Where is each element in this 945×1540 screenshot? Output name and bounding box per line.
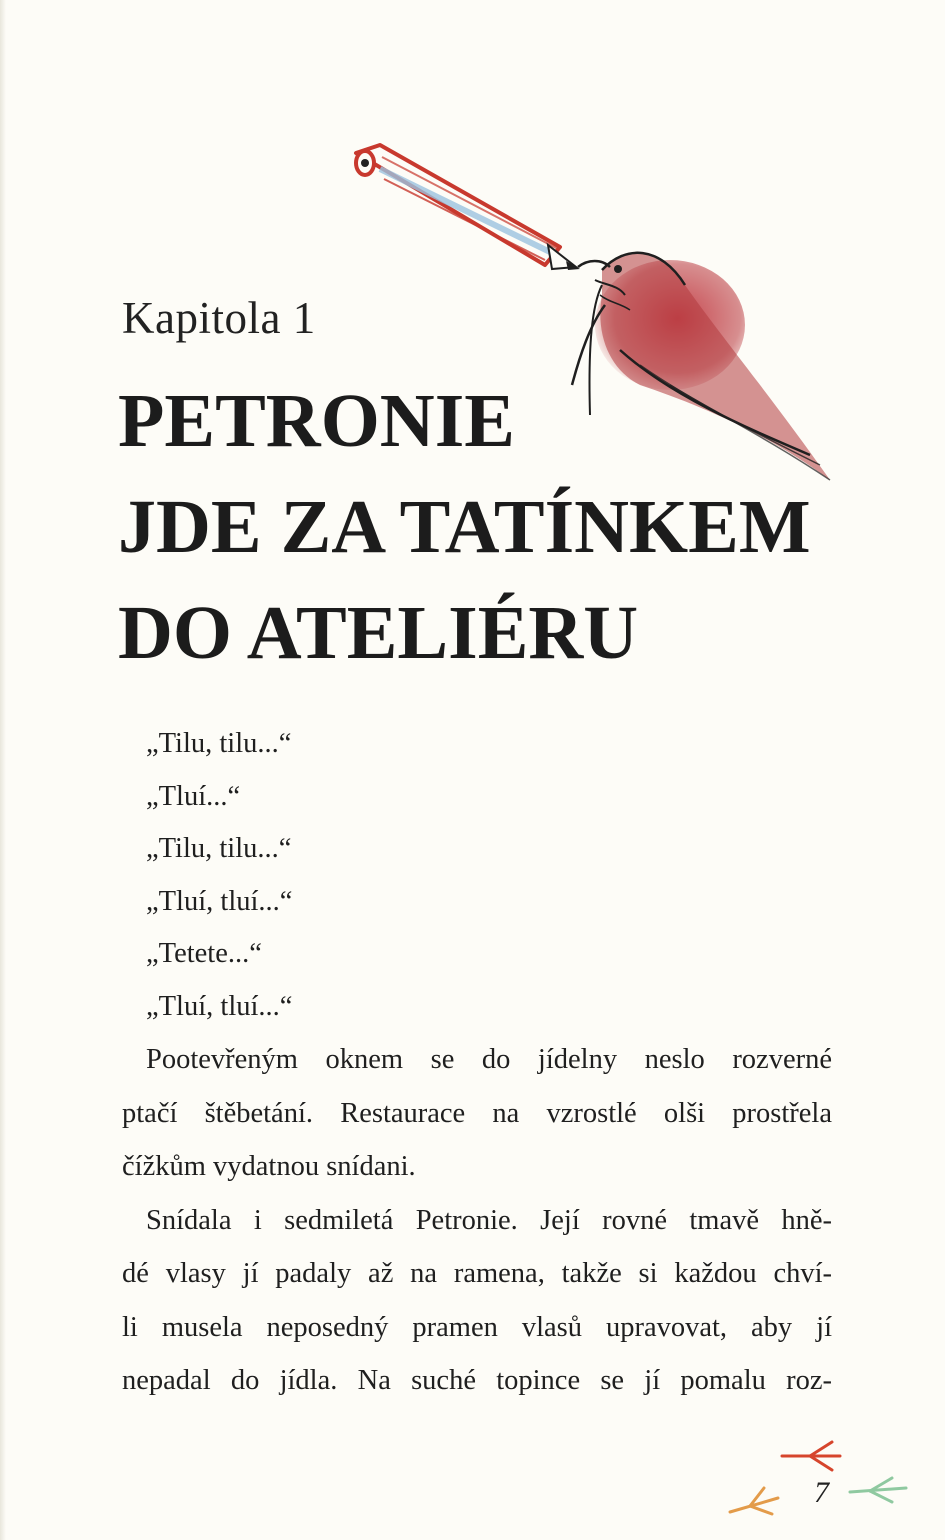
paragraph-line: nepadal do jídla. Na suché topince se jí pomalu roz- xyxy=(122,1365,832,1396)
footprint-green-icon xyxy=(850,1478,906,1502)
dialog-line: „Tetete...“ xyxy=(146,938,262,969)
paragraph-line: ptačí štěbetání. Restaurace na vzrostlé olši prostřela xyxy=(122,1097,832,1129)
paragraph-line: dé vlasy jí padaly až na ramena, takže si každou chví- xyxy=(122,1258,832,1289)
chapter-title-line: DO ATELIÉRU xyxy=(118,591,639,675)
dialog-line: „Tilu, tilu...“ xyxy=(146,833,292,864)
dialog-line: „Tilu, tilu...“ xyxy=(146,728,292,759)
chapter-label: Kapitola 1 xyxy=(122,293,316,343)
paragraph-line: Snídala i sedmiletá Petronie. Její rovné tmavě hně- xyxy=(146,1204,832,1236)
paragraph xyxy=(122,1194,832,1408)
chapter-title xyxy=(118,368,811,686)
footprint-red-icon xyxy=(782,1442,840,1470)
footprint-orange-icon xyxy=(730,1488,778,1514)
paragraph xyxy=(122,1033,832,1194)
paragraph-line: čížkům vydatnou snídani. xyxy=(122,1151,416,1182)
body-text xyxy=(122,718,832,1408)
dialog-line: „Tluí...“ xyxy=(146,780,241,812)
paragraph-line: Pootevřeným oknem se do jídelny neslo rozverné xyxy=(146,1044,832,1075)
chapter-title-line: PETRONIE xyxy=(118,379,515,463)
paragraph-line: li musela neposedný pramen vlasů upravovat, aby jí xyxy=(122,1311,832,1343)
chapter-title-line: JDE ZA TATÍNKEM xyxy=(118,485,811,569)
page-number: 7 xyxy=(814,1476,829,1509)
page-edge-shadow xyxy=(0,0,6,1540)
dialog-line: „Tluí, tluí...“ xyxy=(146,885,293,917)
pencil-icon xyxy=(356,145,580,270)
dialog-line: „Tluí, tluí...“ xyxy=(146,990,293,1022)
